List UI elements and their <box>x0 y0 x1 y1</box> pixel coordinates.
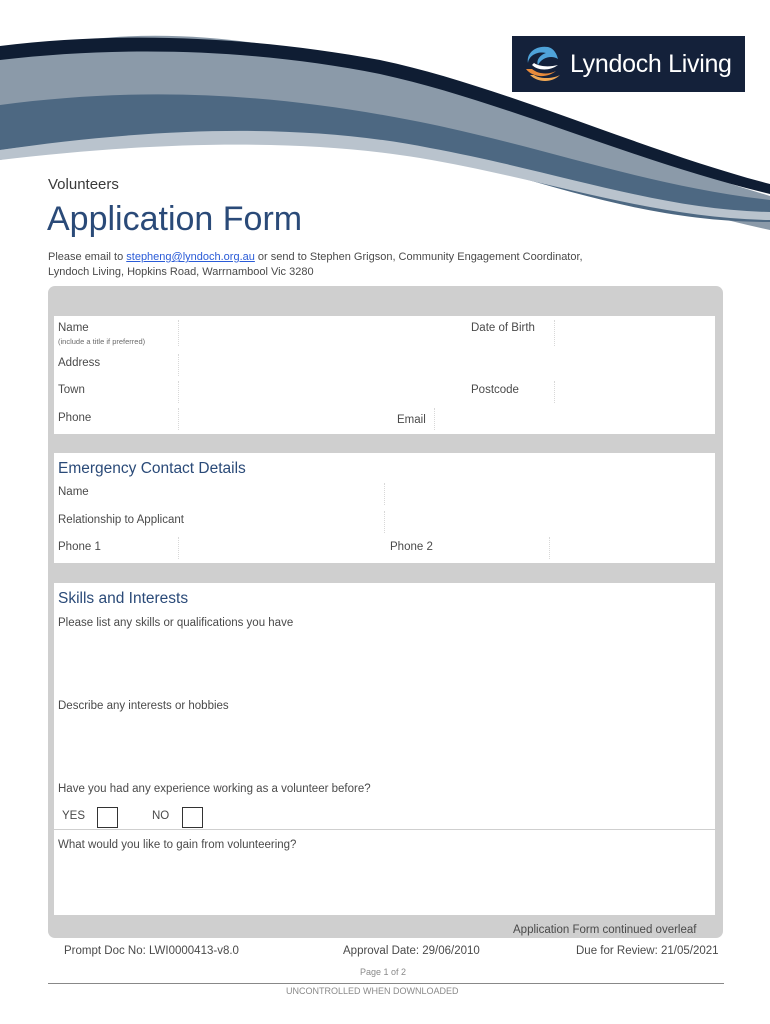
email-input[interactable] <box>434 408 711 430</box>
interests-input[interactable] <box>58 716 708 776</box>
address-input[interactable] <box>178 354 709 376</box>
postcode-label: Postcode <box>471 384 519 396</box>
personal-details-section <box>54 316 715 434</box>
emergency-contact-section <box>54 453 715 563</box>
emergency-name-input[interactable] <box>384 483 550 505</box>
intro-suffix: or send to Stephen Grigson, Community Engagement Coordinator, <box>254 251 583 263</box>
yes-checkbox[interactable] <box>97 807 118 828</box>
relationship-label: Relationship to Applicant <box>58 514 184 526</box>
postcode-input[interactable] <box>554 381 711 403</box>
logo-text: Lyndoch Living <box>570 49 732 78</box>
qualifications-input[interactable] <box>58 633 708 693</box>
phone1-input[interactable] <box>178 537 379 559</box>
name-input[interactable] <box>178 320 464 346</box>
phone1-label: Phone 1 <box>58 541 101 553</box>
gain-section <box>54 830 715 915</box>
phone-label: Phone <box>58 412 92 424</box>
town-input[interactable] <box>178 381 464 403</box>
emergency-name-label: Name <box>58 486 89 498</box>
swirl-logo-icon <box>518 41 566 87</box>
relationship-input[interactable] <box>384 511 550 533</box>
gain-label: What would you like to gain from volunteering? <box>58 839 297 851</box>
doc-number: Prompt Doc No: LWI0000413-v8.0 <box>64 945 239 957</box>
footer-divider <box>48 983 724 984</box>
name-label: Name <box>58 322 89 334</box>
header-wave-graphic <box>0 0 770 230</box>
continued-overleaf: Application Form continued overleaf <box>513 924 697 936</box>
no-checkbox[interactable] <box>182 807 203 828</box>
phone2-input[interactable] <box>549 537 710 559</box>
page-number: Page 1 of 2 <box>360 967 407 977</box>
email-link[interactable]: stepheng@lyndoch.org.au <box>126 251 255 263</box>
uncontrolled-notice: UNCONTROLLED WHEN DOWNLOADED <box>286 986 459 996</box>
town-label: Town <box>58 384 85 396</box>
address-label: Address <box>58 357 101 369</box>
review-date: Due for Review: 21/05/2021 <box>576 945 719 957</box>
name-hint: (include a title if preferred) <box>58 337 146 346</box>
email-label: Email <box>397 414 426 426</box>
intro-address: Lyndoch Living, Hopkins Road, Warrnambool Vic 3280 <box>48 266 314 278</box>
approval-date: Approval Date: 29/06/2010 <box>343 945 480 957</box>
qualifications-label: Please list any skills or qualifications you have <box>58 617 294 629</box>
intro-text <box>48 250 728 280</box>
dob-label: Date of Birth <box>471 322 535 334</box>
skills-interests-section <box>54 583 715 829</box>
gain-input[interactable] <box>58 856 708 911</box>
phone-input[interactable] <box>178 408 389 430</box>
dob-input[interactable] <box>554 320 711 346</box>
interests-label: Describe any interests or hobbies <box>58 700 229 712</box>
yes-label: YES <box>62 810 86 822</box>
skills-section-title: Skills and Interests <box>58 590 189 607</box>
experience-question: Have you had any experience working as a volunteer before? <box>58 783 371 795</box>
intro-prefix: Please email to <box>48 251 127 263</box>
page-subtitle: Volunteers <box>48 176 119 193</box>
emergency-section-title: Emergency Contact Details <box>58 460 246 477</box>
no-label: NO <box>152 810 170 822</box>
phone2-label: Phone 2 <box>390 541 433 553</box>
lyndoch-living-logo <box>512 36 745 92</box>
page-title: Application Form <box>47 200 303 238</box>
